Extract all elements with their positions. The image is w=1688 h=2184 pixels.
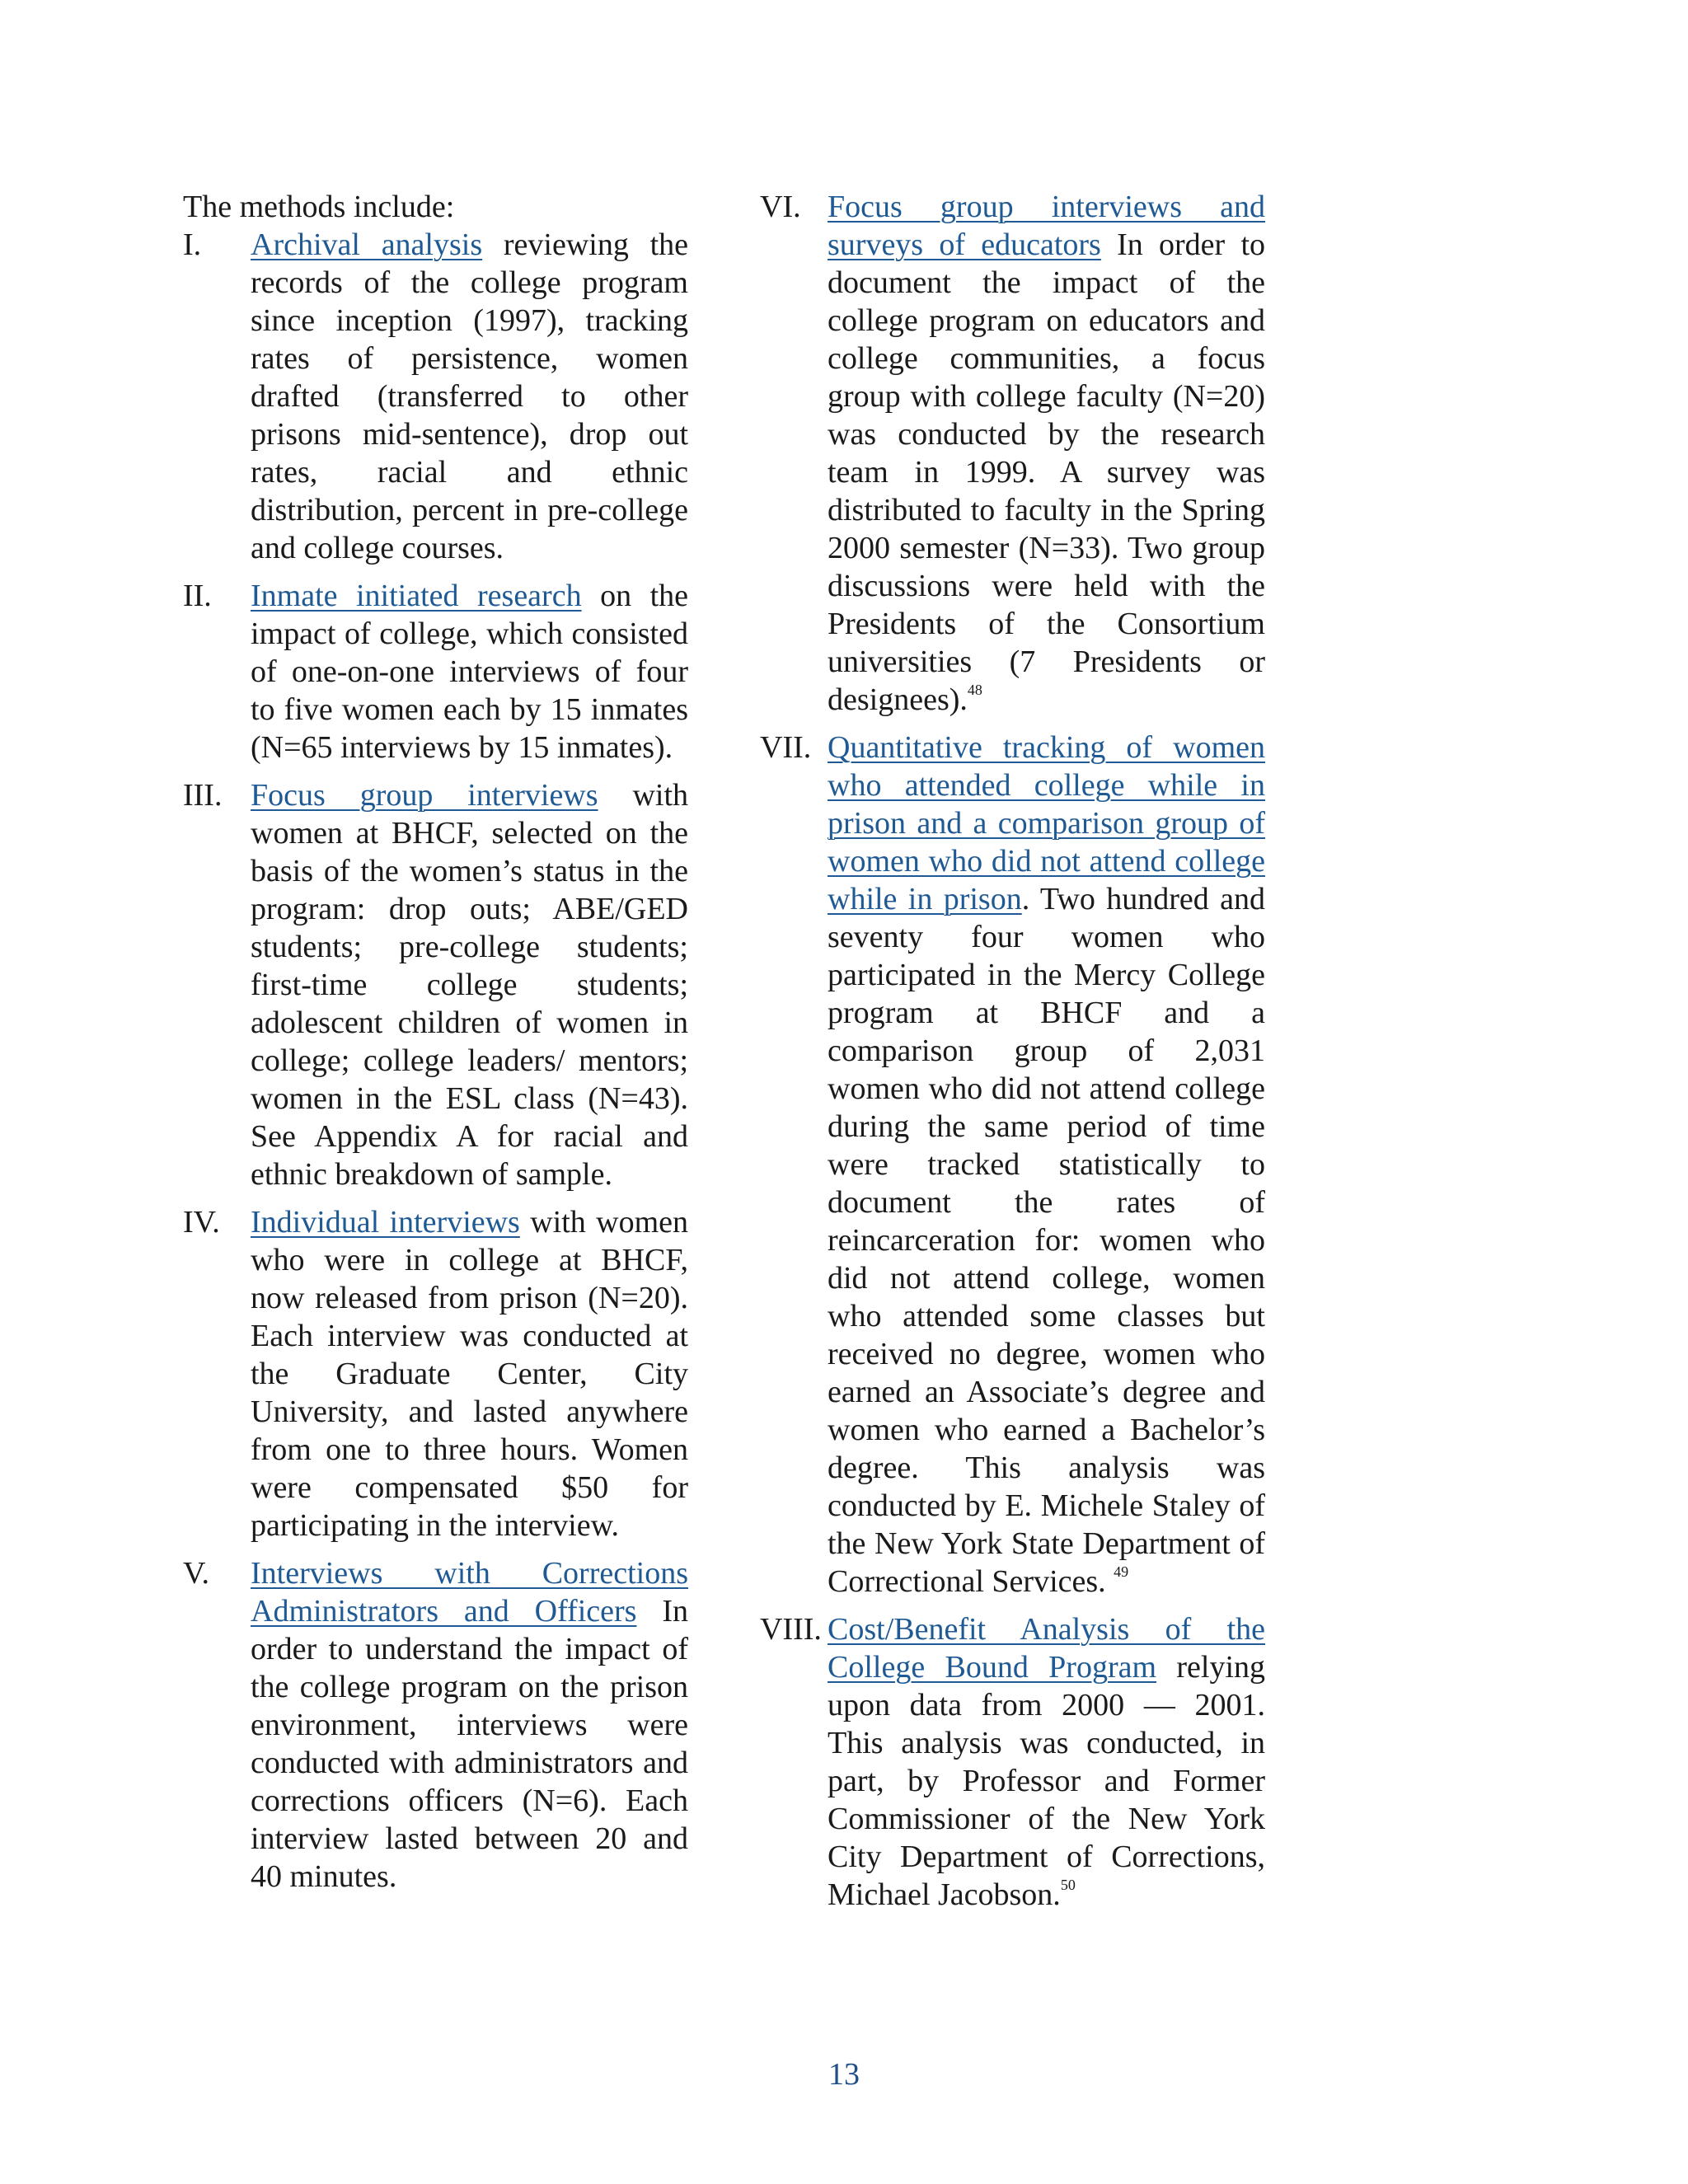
item-text: In order to document the impact of the college program on educators and college communities, a focus group with college faculty (N=20) was conducted by the research team in 1999. A survey was distributed to faculty in the Spring 2000 semester (N=33). Two group discussions were held with the Presidents of the Consortium universities (7 Presidents or designees). — [828, 227, 1265, 717]
right-column — [760, 188, 1265, 1924]
item-text: In order to understand the impact of the college program on the prison environment, interviews were conducted with administrators and corrections officers (N=6). Each interview lasted between 20 and 40 minutes. — [251, 1594, 688, 1894]
page-number: 13 — [828, 2057, 860, 2092]
item-numeral: IV. — [183, 1205, 220, 1240]
item-numeral: II. — [183, 579, 212, 613]
inmate-research-link[interactable]: Inmate initiated research — [251, 579, 582, 613]
item-numeral: V. — [183, 1556, 210, 1591]
method-item-2 — [183, 577, 688, 766]
footnote-marker[interactable]: 49 — [1114, 1563, 1129, 1581]
item-text: with women who were in college at BHCF, now released from prison (N=20). Each interview was conducted at the Graduate Center, City University, and lasted anywhere from one to three hours. Women were compensated $50 for participating in the interview. — [251, 1205, 688, 1543]
item-text: . Two hundred and seventy four women who participated in the Mercy College program at BHCF and a comparison group of 2,031 women who did not attend college during the same period of time were tracked statistically to document the rates of reincarceration for: women who did not attend college, women who attended some classes but received no degree, women who earned an Associate’s degree and women who earned a Bachelor’s degree. This analysis was conducted by E. Michele Staley of the New York State Department of Correctional Services. — [828, 882, 1266, 1599]
archival-analysis-link[interactable]: Archival analysis — [251, 227, 483, 262]
item-text: reviewing the records of the college program since inception (1997), tracking rates of persistence, women drafted (transferred to other prisons mid-sentence), drop out rates, racial and ethnic distribution, percent in pre-college and college courses. — [251, 227, 688, 565]
footnote-marker[interactable]: 50 — [1060, 1877, 1076, 1894]
item-numeral: VIII. — [760, 1612, 822, 1647]
educator-focus-group-link[interactable]: Focus group interviews and surveys of educators — [828, 190, 1265, 262]
item-numeral: VI. — [760, 190, 801, 224]
item-text: relying upon data from 2000 — 2001. This analysis was conducted, in part, by Professor and Former Commissioner of the New York City Department of Corrections, Michael Jacobson. — [828, 1650, 1266, 1912]
item-text: on the impact of college, which consisted of one-on-one interviews of four to five women each by 15 inmates (N=65 interviews by 15 inmates). — [251, 579, 688, 765]
method-item-1 — [183, 226, 688, 567]
method-item-5 — [183, 1554, 688, 1896]
focus-group-interviews-link[interactable]: Focus group interviews — [251, 778, 598, 813]
method-item-7 — [760, 729, 1265, 1601]
individual-interviews-link[interactable]: Individual interviews — [251, 1205, 520, 1240]
method-item-3 — [183, 776, 688, 1193]
method-item-6 — [760, 188, 1265, 719]
item-numeral: VII. — [760, 730, 812, 765]
methods-intro: The methods include: — [183, 190, 455, 224]
method-item-8 — [760, 1610, 1265, 1914]
item-numeral: I. — [183, 227, 202, 262]
item-numeral: III. — [183, 778, 223, 813]
footnote-marker[interactable]: 48 — [967, 682, 982, 699]
method-item-4 — [183, 1203, 688, 1544]
quantitative-tracking-link[interactable]: Quantitative tracking of women who attended college while in prison and a comparison group of women who did not attend college while in prison — [828, 730, 1265, 916]
corrections-interviews-link[interactable]: Interviews with Corrections Administrators and Officers — [251, 1556, 688, 1629]
item-text: with women at BHCF, selected on the basis of the women’s status in the program: drop outs; ABE/GED students; pre-college students; first-time college students; adolescent children of women in college; college leaders/ mentors; women in the ESL class (N=43). See Appendix A for racial and ethnic breakdown of sample. — [251, 778, 689, 1192]
cost-benefit-link[interactable]: Cost/Benefit Analysis of the College Bound Program — [828, 1612, 1265, 1685]
left-column — [183, 188, 688, 1905]
